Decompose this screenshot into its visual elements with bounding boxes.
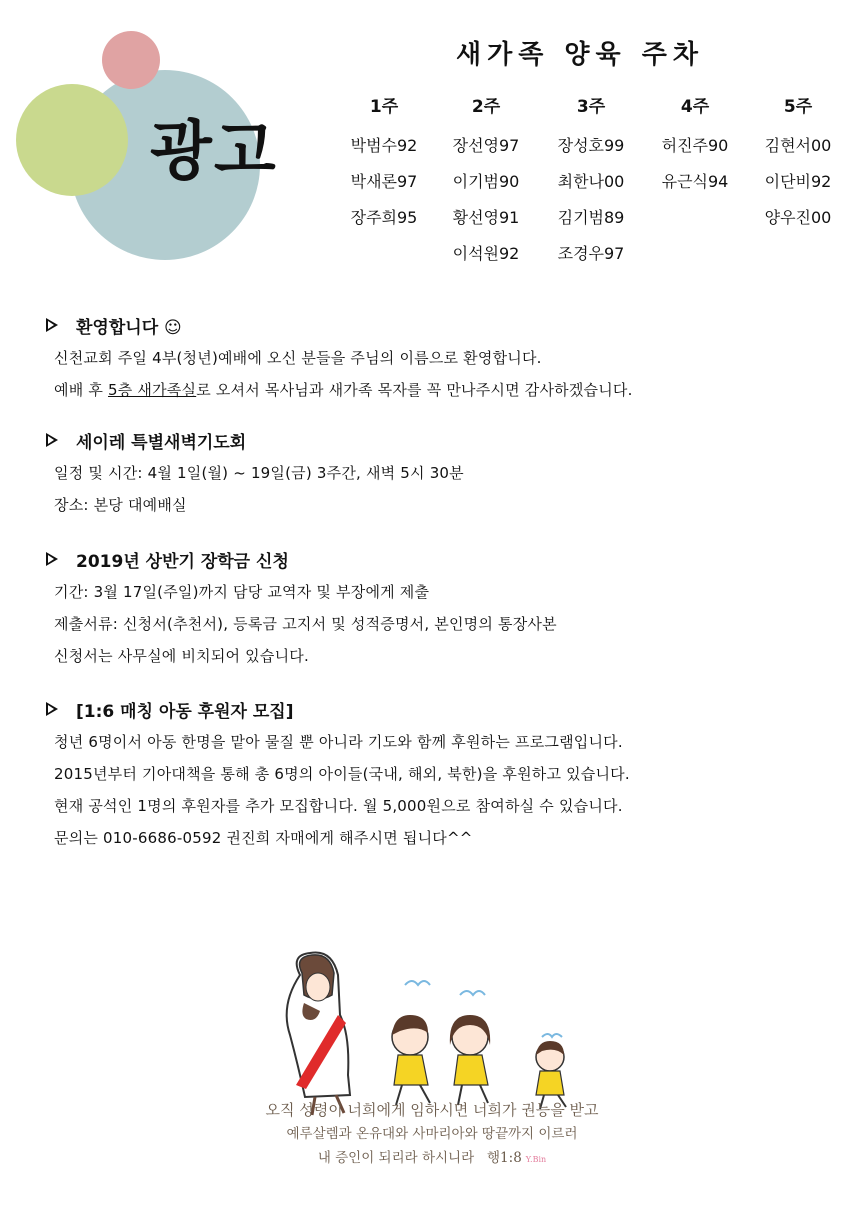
ad-title: 광고 (150, 115, 278, 189)
week-column-1 (334, 92, 434, 236)
body-line: 기간: 3월 17일(주일)까지 담당 교역자 및 부장에게 제출 (54, 583, 430, 601)
dawn-prayer-section (44, 425, 834, 521)
verse-line: 오직 성령이 너희에게 임하시면 너희가 권능을 받고 (265, 1101, 599, 1119)
decor-circle-pink (102, 31, 160, 89)
body-line: 장소: 본당 대예배실 (54, 496, 187, 514)
sponsor-section (44, 694, 834, 854)
week-column-2 (436, 92, 536, 272)
week-column-5 (748, 92, 848, 236)
body-line (54, 374, 834, 406)
member-name: 장성호99 (557, 136, 625, 155)
verse-reference: 행1:8 (487, 1150, 522, 1166)
body-line: 신청서는 사무실에 비치되어 있습니다. (54, 647, 309, 665)
decor-circle-green (16, 84, 128, 196)
new-family-title: 새가족 양육 주차 (456, 40, 704, 70)
member-name: 황선영91 (452, 208, 520, 227)
body-line: 청년 6명이서 아동 한명을 맡아 물질 뿐 아니라 기도와 함께 후원하는 프로그램입니다. (54, 733, 623, 751)
member-name: 조경우97 (557, 244, 625, 263)
week-label: 5주 (783, 97, 813, 117)
welcome-section (44, 310, 834, 406)
member-name: 이기범90 (452, 172, 520, 191)
bible-verse-caption (262, 1098, 602, 1170)
member-name: 양우진00 (764, 208, 832, 227)
triangle-bullet-icon (46, 318, 58, 332)
body-line: 제출서류: 신청서(추천서), 등록금 고지서 및 성적증명서, 본인명의 통장사본 (54, 615, 557, 633)
member-name: 최한나00 (557, 172, 625, 191)
week-column-4 (645, 92, 745, 200)
triangle-bullet-icon (46, 433, 58, 447)
week-label: 2주 (471, 97, 501, 117)
member-name: 김현서00 (764, 136, 832, 155)
body-line: 현재 공석인 1명의 후원자를 추가 모집합니다. 월 5,000원으로 참여하실 수 있습니다. (54, 797, 623, 815)
week-label: 3주 (576, 97, 606, 117)
body-line: 2015년부터 기아대책을 통해 총 6명의 아이들(국내, 해외, 북한)을 후원하고 있습니다. (54, 765, 630, 783)
body-line: 신천교회 주일 4부(청년)예배에 오신 분들을 주님의 이름으로 환영합니다. (54, 349, 542, 367)
body-text: 예배 후 (54, 381, 109, 399)
member-name: 유근식94 (661, 172, 729, 191)
body-text: 로 오셔서 목사님과 새가족 목자를 꼭 만나주시면 감사하겠습니다. (196, 381, 633, 399)
member-name: 이석원92 (452, 244, 520, 263)
member-name: 이단비92 (764, 172, 832, 191)
section-title: 2019년 상반기 장학금 신청 (76, 551, 289, 572)
member-name: 장주희95 (350, 208, 418, 227)
member-name: 장선영97 (452, 136, 520, 155)
member-name: 박새론97 (350, 172, 418, 191)
week-column-3 (541, 92, 641, 272)
body-line: 문의는 010-6686-0592 권진희 자매에게 해주시면 됩니다^^ (54, 829, 473, 847)
member-name: 김기범89 (557, 208, 625, 227)
section-title: [1:6 매칭 아동 후원자 모집] (76, 701, 294, 722)
verse-line: 예루살렘과 온유대와 사마리아와 땅끝까지 이르러 (286, 1126, 578, 1142)
week-label: 1주 (369, 97, 399, 117)
body-line: 일정 및 시간: 4월 1일(월) ~ 19일(금) 3주간, 새벽 5시 30분 (54, 464, 464, 482)
verse-line: 내 증인이 되리라 하시니라 (317, 1150, 475, 1166)
room-name-underlined: 5층 새가족실 (108, 381, 197, 399)
triangle-bullet-icon (46, 552, 58, 566)
scholarship-section (44, 544, 834, 672)
section-title: 환영합니다 ☺ (76, 317, 182, 338)
member-name: 허진주90 (661, 136, 729, 155)
week-label: 4주 (680, 97, 710, 117)
section-title: 세이레 특별새벽기도회 (76, 432, 247, 453)
artist-signature: Y.Bin (525, 1155, 547, 1164)
verse-line-with-reference (262, 1146, 602, 1170)
triangle-bullet-icon (46, 702, 58, 716)
member-name: 박범수92 (350, 136, 418, 155)
